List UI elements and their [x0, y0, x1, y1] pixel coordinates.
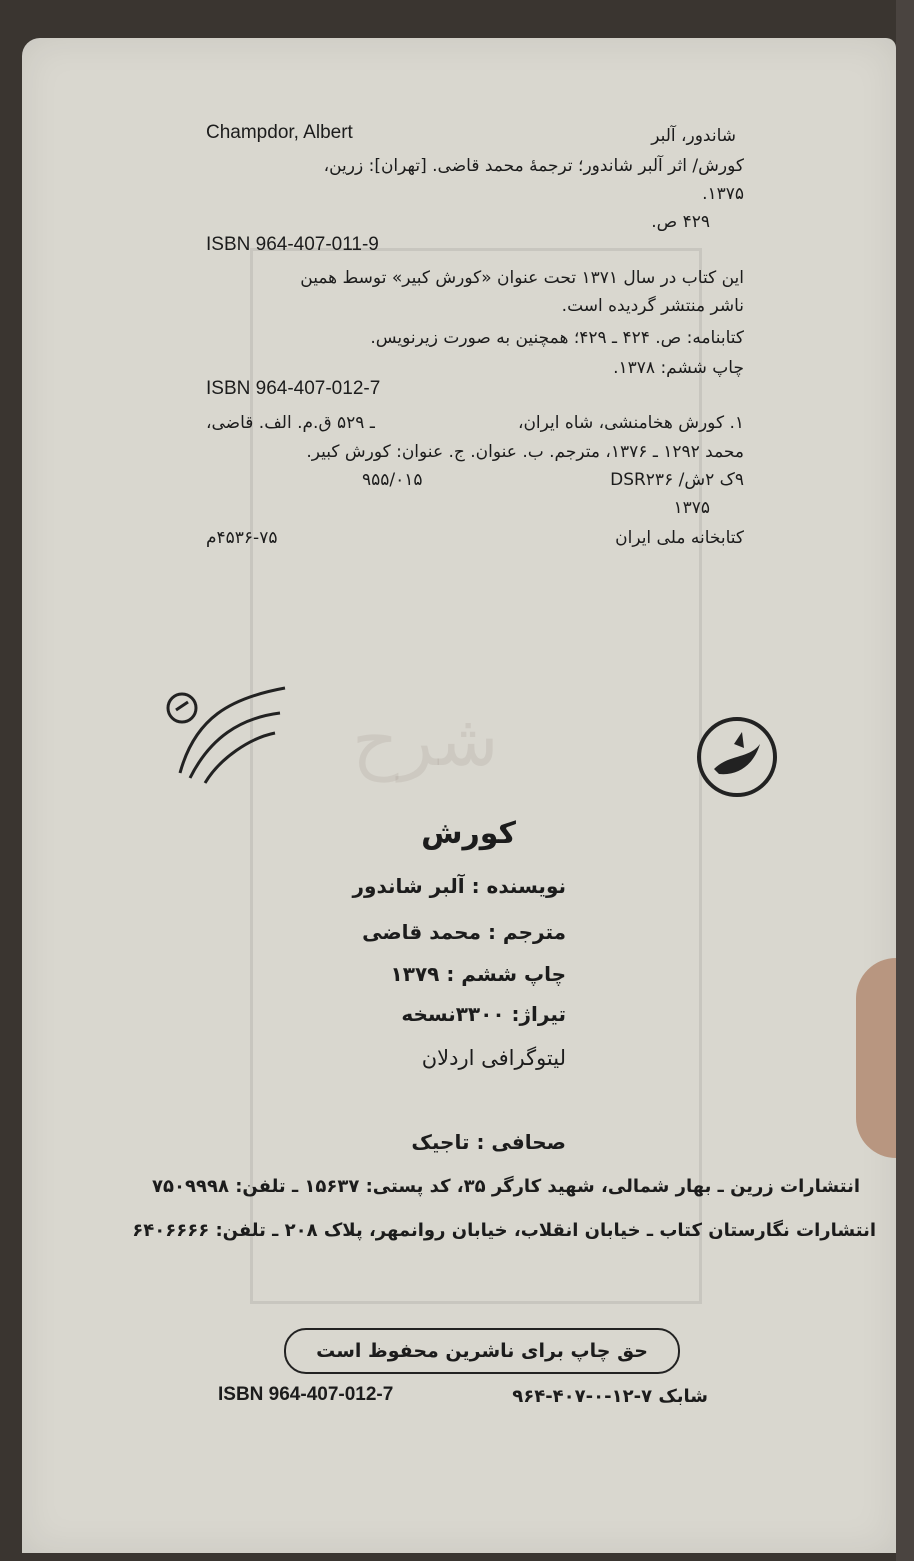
subject-line-1b: ـ ۵۲۹ ق.م. الف. قاضی،: [206, 413, 375, 433]
binding-line: صحافی : تاجیک: [411, 1130, 566, 1154]
translator-line: مترجم : محمد قاضی: [362, 920, 566, 944]
background-edge: [896, 0, 914, 1561]
author-persian: شاندور، آلبر: [651, 126, 736, 146]
author-line: نویسنده : آلبر شاندور: [352, 874, 566, 898]
bibliography-line: کتابنامه: ص. ۴۲۴ ـ ۴۲۹؛ همچنین به صورت زیرنویس.: [370, 328, 744, 348]
classification-2: ۹۵۵/۰۱۵: [362, 470, 423, 490]
note-line-2: ناشر منتشر گردیده است.: [561, 296, 744, 316]
lithography-line: لیتوگرافی اردلان: [421, 1046, 566, 1070]
bird-in-circle-icon: [694, 714, 780, 800]
edition-line: چاپ ششم: ۱۳۷۸.: [613, 358, 744, 378]
isbn-second: ISBN 964-407-012-7: [206, 378, 381, 399]
circulation-line: تیراژ: ۳۳۰۰نسخه: [401, 1002, 566, 1026]
title-line: کورش/ اثر آلبر شاندور؛ ترجمهٔ محمد قاضی. [تهران]: زرین،: [323, 156, 744, 176]
publisher-line-2: انتشارات نگارستان کتاب ـ خیابان انقلاب، خیابان روانمهر، پلاک ۲۰۸ ـ تلفن: ۶۴۰۶۶۶۶: [132, 1220, 876, 1241]
subject-line-2: محمد ۱۲۹۲ ـ ۱۳۷۶، مترجم. ب. عنوان. ج. عنوان: کورش کبیر.: [306, 442, 744, 462]
publisher-line-1: انتشارات زرین ـ بهار شمالی، شهید کارگر ۳۵، کد پستی: ۱۵۶۳۷ ـ تلفن: ۷۵۰۹۹۹۸: [152, 1176, 860, 1197]
book-title: کورش: [421, 816, 516, 851]
year-line: ۱۳۷۵.: [702, 184, 744, 204]
isbn-footer: ISBN 964-407-012-7: [218, 1384, 394, 1405]
edition-info: چاپ ششم : ۱۳۷۹: [390, 962, 566, 986]
subject-line-1a: ۱. کورش هخامنشی، شاه ایران،: [517, 413, 744, 433]
book-page: [22, 38, 896, 1553]
note-line-1: این کتاب در سال ۱۳۷۱ تحت عنوان «کورش کبیر» توسط همین: [300, 268, 744, 288]
national-library: کتابخانه ملی ایران: [615, 528, 744, 548]
negarestan-logo: [160, 678, 300, 798]
thumb: [856, 958, 896, 1158]
bleed-through-title: شرح: [352, 698, 499, 782]
pages-line: ۴۲۹ ص.: [651, 212, 710, 232]
classification-3: ۱۳۷۵: [673, 498, 710, 518]
copyright-notice: حق چاپ برای ناشرین محفوظ است: [284, 1328, 680, 1374]
library-number: ۴۵۳۶-۷۵م: [206, 528, 278, 548]
author-english: Champdor, Albert: [206, 122, 353, 143]
isbn-first: ISBN 964-407-011-9: [206, 234, 379, 255]
shabak-line: شابک ۷-۱۲-۰-۴۰۷-۹۶۴: [512, 1386, 708, 1407]
classification-1: ۹ک ۲ش/ DSR۲۳۶: [610, 470, 744, 490]
